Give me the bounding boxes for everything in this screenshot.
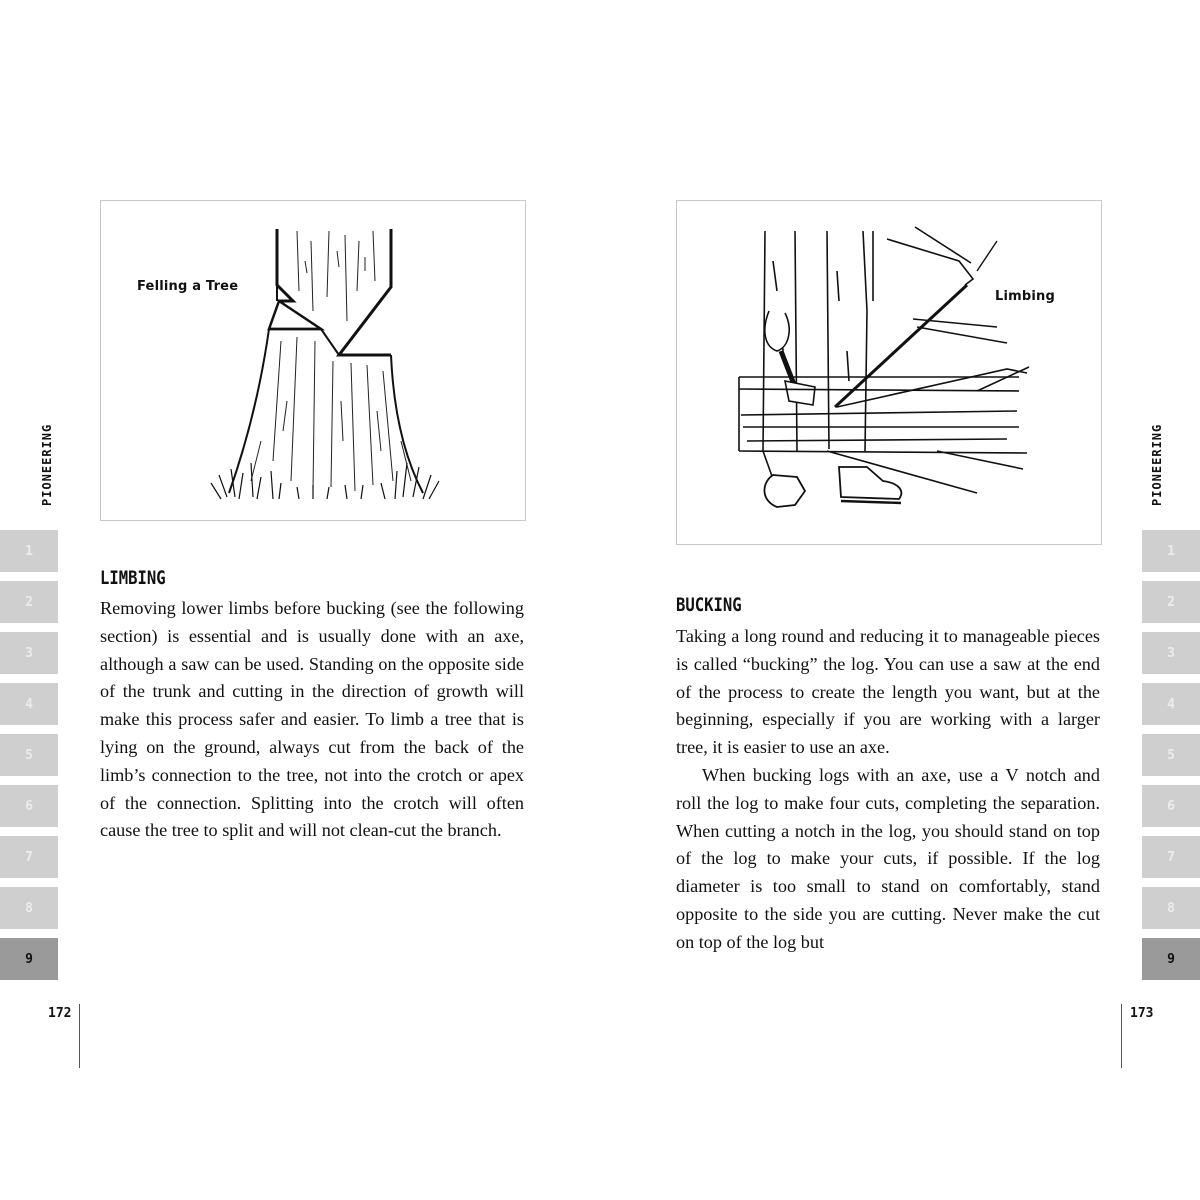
chapter-tab-2[interactable]: 2 <box>1142 581 1200 623</box>
page-rule-left <box>79 1004 80 1068</box>
chapter-tab-9-active[interactable]: 9 <box>0 938 58 980</box>
page-number-left: 172 <box>48 1006 72 1021</box>
figure-label-limbing: Limbing <box>995 289 1056 304</box>
limbing-figure <box>676 200 1102 545</box>
heading-bucking: BUCKING <box>676 594 742 616</box>
side-label-right: PIONEERING <box>1150 423 1164 506</box>
bucking-paragraph-2: When bucking logs with an axe, use a V notch and roll the log to make four cuts, completing the separation. When cutting a notch in the log, you should stand on top of the log to make your cuts, if possible. If the log diameter is too small to stand on comfortably, stand opposite to the side you are cutting. Never make the cut on top of the log but <box>676 764 1100 952</box>
page-number-right: 173 <box>1130 1006 1154 1021</box>
chapter-tab-3[interactable]: 3 <box>0 632 58 674</box>
limbing-paragraph: Removing lower limbs before bucking (see the following section) is essential and is usually done with an axe, although a saw can be used. Standing on the opposite side of the trunk and cutting in the direction of growth will make this process safer and easier. To limb a tree that is lying on the ground, always cut from the back of the limb’s connection to the tree, not into the crotch or apex of the connection. Splitting into the crotch will often cause the tree to split and will not clean-cut the branch. <box>100 598 524 841</box>
bucking-paragraph-1: Taking a long round and reducing it to manageable pieces is called “bucking” the log. You can use a saw at the end of the process to create the length you want, but at the beginning, especially if you are working with a larger tree, it is easier to use an axe. <box>676 626 1100 758</box>
chapter-tab-7[interactable]: 7 <box>0 836 58 878</box>
chapter-tab-8[interactable]: 8 <box>1142 887 1200 929</box>
chapter-tab-6[interactable]: 6 <box>0 785 58 827</box>
page-rule-right <box>1121 1004 1122 1068</box>
chapter-tabs-left <box>0 530 58 989</box>
limbing-illustration <box>677 201 1101 544</box>
chapter-tab-4[interactable]: 4 <box>0 683 58 725</box>
limbing-body <box>100 595 524 845</box>
chapter-tab-5[interactable]: 5 <box>1142 734 1200 776</box>
side-label-left: PIONEERING <box>40 423 54 506</box>
chapter-tab-7[interactable]: 7 <box>1142 836 1200 878</box>
felling-tree-illustration <box>101 201 525 520</box>
right-page <box>600 0 1200 1200</box>
figure-label-felling: Felling a Tree <box>137 279 239 294</box>
chapter-tab-1[interactable]: 1 <box>1142 530 1200 572</box>
chapter-tab-5[interactable]: 5 <box>0 734 58 776</box>
chapter-tab-3[interactable]: 3 <box>1142 632 1200 674</box>
heading-limbing: LIMBING <box>100 567 166 589</box>
chapter-tab-6[interactable]: 6 <box>1142 785 1200 827</box>
chapter-tab-1[interactable]: 1 <box>0 530 58 572</box>
chapter-tab-9-active[interactable]: 9 <box>1142 938 1200 980</box>
felling-tree-figure <box>100 200 526 521</box>
chapter-tabs-right <box>1142 530 1200 989</box>
bucking-body <box>676 623 1100 957</box>
chapter-tab-8[interactable]: 8 <box>0 887 58 929</box>
chapter-tab-4[interactable]: 4 <box>1142 683 1200 725</box>
chapter-tab-2[interactable]: 2 <box>0 581 58 623</box>
